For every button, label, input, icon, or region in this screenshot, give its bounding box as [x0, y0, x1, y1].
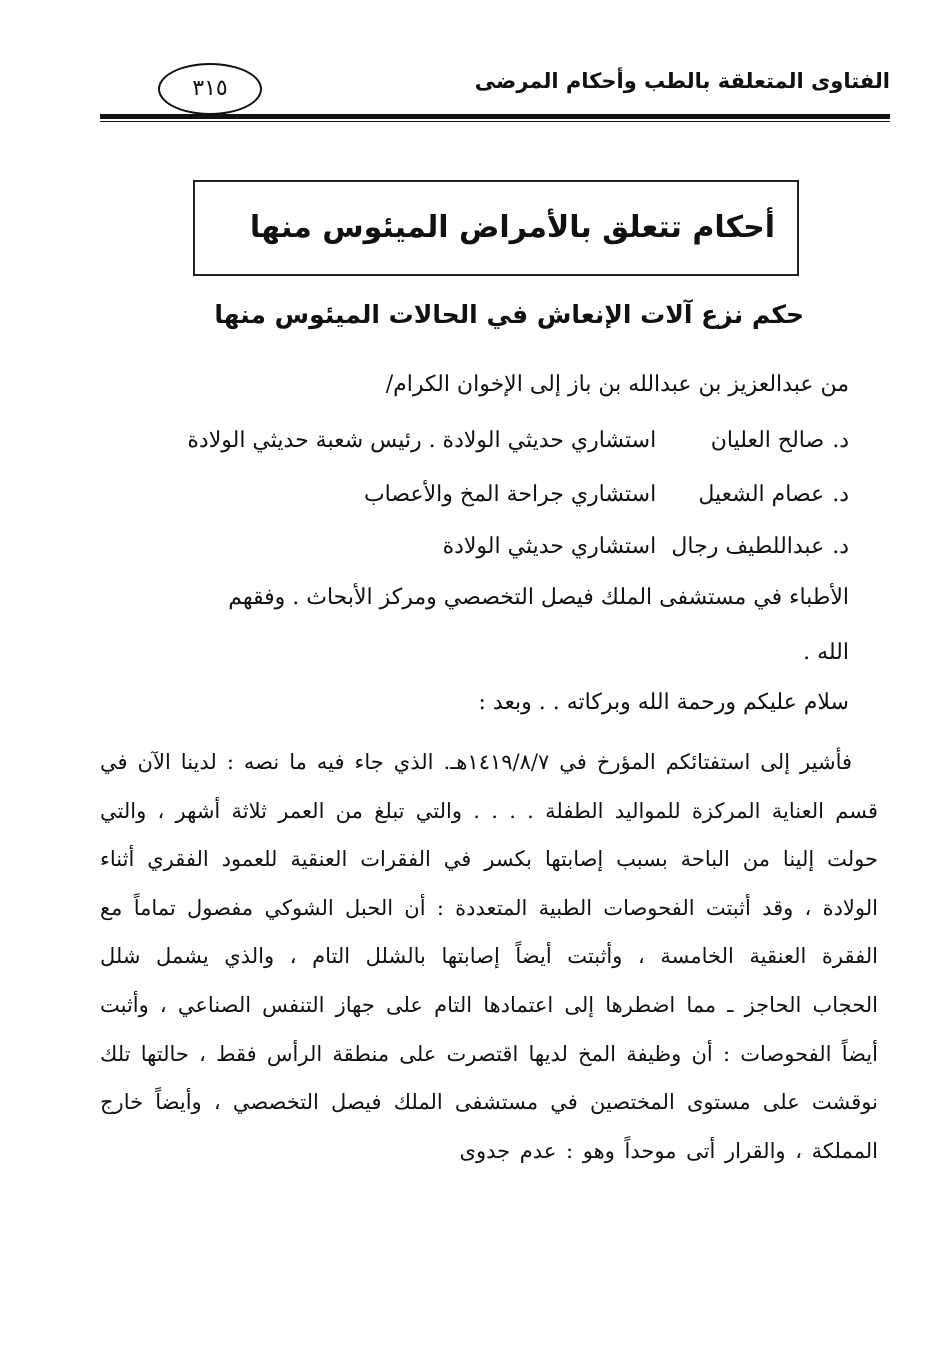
chapter-title: أحكام تتعلق بالأمراض الميئوس منها	[193, 180, 799, 276]
addressee-prefix: د.	[832, 534, 849, 559]
addressee-2	[364, 482, 849, 507]
page-number: ٣١٥	[158, 63, 262, 115]
doctors-line: الأطباء في مستشفى الملك فيصل التخصصي ومركز الأبحاث . وفقهم	[228, 585, 849, 610]
addressee-1	[187, 428, 849, 453]
running-title: الفتاوى المتعلقة بالطب وأحكام المرضى	[474, 69, 890, 93]
greeting: سلام عليكم ورحمة الله وبركاته . . وبعد :	[478, 690, 849, 715]
addressee-name: عصام الشعيل	[698, 482, 825, 507]
addressee-3	[443, 534, 849, 559]
header-rule	[100, 114, 890, 119]
addressee-title: استشاري حديثي الولادة . رئيس شعبة حديثي الولادة	[187, 428, 657, 453]
from-line: من عبدالعزيز بن عبدالله بن باز إلى الإخوان الكرام/	[385, 372, 849, 397]
addressee-name: صالح العليان	[710, 428, 825, 453]
doctors-line-end: الله .	[803, 640, 849, 665]
section-subtitle: حكم نزع آلات الإنعاش في الحالات الميئوس منها	[214, 300, 804, 329]
addressee-name: عبداللطيف رجال	[671, 534, 825, 559]
page-header	[100, 55, 890, 123]
body-text: فأشير إلى استفتائكم المؤرخ في ١٤١٩/٨/٧هـ. الذي جاء فيه ما نصه : لدينا الآن في قسم العناية المركزة للمواليد الطفلة . . . . والتي تبلغ من العمر ثلاثة أشهر ، والتي حولت إلينا من الباحة بسبب إصابتها بكسر في الفقرات العنقية للعمود الفقري أثناء الولادة ، وقد أثبتت الفحوصات الطبية المتعددة : أن الحبل الشوكي مفصول تماماً مع الفقرة العنقية الخامسة ، وأثبتت أيضاً إصابتها بالشلل التام ، والذي يشمل شلل الحجاب الحاجز ـ مما اضطرها إلى اعتمادها التام على جهاز التنفس الصناعي ، وأثبت أيضاً الفحوصات : أن وظيفة المخ لديها اقتصرت على منطقة الرأس فقط ، حالتها تلك نوقشت على مستوى المختصين في مستشفى الملك فيصل التخصصي ، وأيضاً خارج المملكة ، والقرار أتى موحداً وهو : عدم جدوى	[100, 750, 878, 1163]
addressee-title: استشاري جراحة المخ والأعصاب	[363, 482, 657, 507]
header-rule-thin	[100, 121, 890, 122]
addressee-title: استشاري حديثي الولادة	[442, 534, 657, 559]
addressee-prefix: د.	[832, 428, 849, 453]
addressee-prefix: د.	[832, 482, 849, 507]
body-paragraph	[100, 738, 878, 1175]
